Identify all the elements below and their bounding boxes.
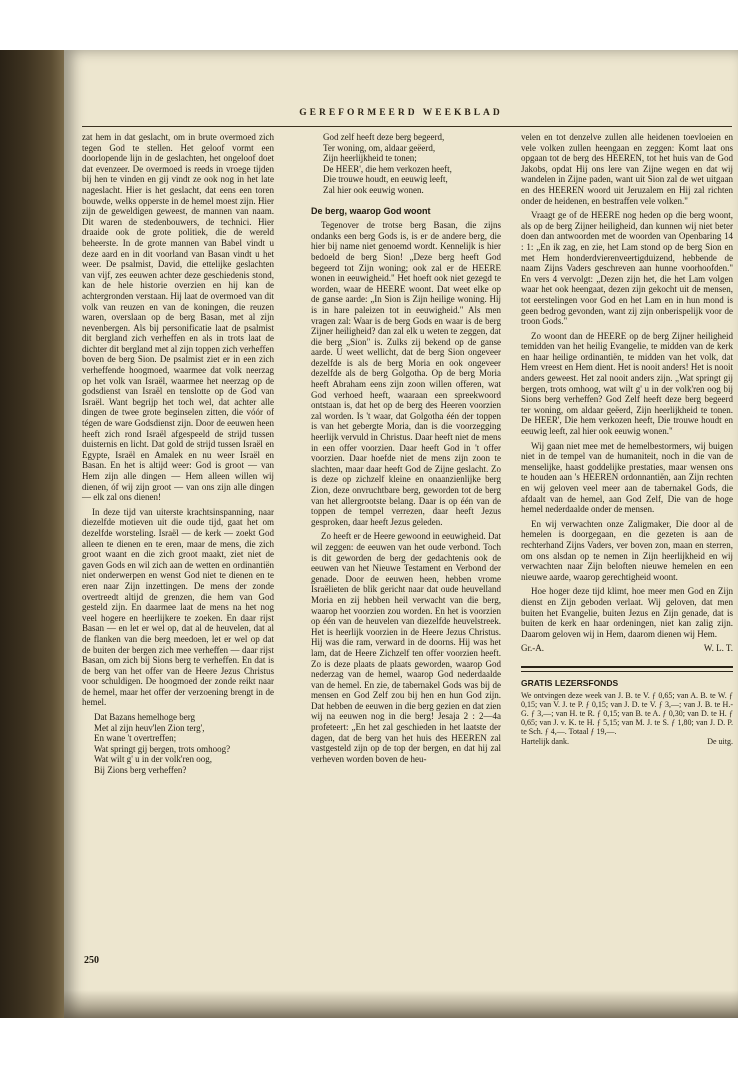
scanned-page-photo bbox=[0, 50, 738, 1018]
fund-heading: GRATIS LEZERSFONDS bbox=[521, 677, 619, 688]
paragraph: In deze tijd van uiterste krachtsinspanning, naar diezelfde motieven uit die oude tijd, gaat het om dezelfde worsteling. Israël — de kerk — zoekt God alleen te dienen en te eren, maar de mens, die zich groot waant en die zich groot maakt, ziet niet de gaven Gods en wil zich aan de wetten en ordinantiën niet onderwerpen en wenst God niet te dienen en te eren naar Zijn inzettingen. De mens der zonde overtreedt altijd de grenzen, die hem van God gesteld zijn. En daarmee laat de mens na het nog veel hogere en heerlijkere te zoeken. En daar rijst Basan — en let er wel op, dat al de heuvelen, dat al de flanken van die berg meedoen, let er wel op dat de buiten der bergen zich mee verheffen — daar rijst Basan, om zich bij Sions berg te verheffen. En dat is de berg van het offer van de Heere Jezus Christus voor schuldigen. De hoogmoed der zonde reikt naar de hemel, maar het offer der verzoening brengt in de hemel. bbox=[82, 506, 274, 708]
poem-line: En wane 't overtreffen; bbox=[94, 733, 177, 744]
book-binding-gutter bbox=[0, 50, 64, 1018]
newspaper-page bbox=[64, 50, 738, 1018]
poem-stanza bbox=[94, 712, 274, 776]
section-subheading: De berg, waarop God woont bbox=[311, 205, 431, 216]
page-bottom-shadow bbox=[64, 990, 738, 1018]
fund-donations-text: We ontvingen deze week van J. B. te V. ƒ 0,65; van A. B. te W. ƒ 0,15; van V. J. te P. ƒ 0,15; van J. D. te V. ƒ 3,—; van J. B. te H.-G. ƒ 3,—; van H. te R. ƒ 0,15; van B. te A. ƒ 0,30; van D. te H. ƒ 0,65; van J. v. K. te H. ƒ 5,15; van M. J. te S. ƒ 1,80; van J. D. P. te Sch. ƒ 4,—. Totaal ƒ 19,—. bbox=[521, 690, 733, 737]
text-column-2 bbox=[311, 132, 501, 768]
poem-line: Wat wilt g' u in der volk'ren oog, bbox=[94, 754, 212, 765]
fund-footer bbox=[521, 737, 733, 746]
paragraph: Vraagt ge of de HEERE nog heden op die berg woont, als op de berg Zijner heiligheid, dan kunnen wij niet beter doen dan antwoorden met de woorden van Openbaring 14 : 1: „En ik zag, en zie, het Lam stond op de berg Sion en met Hem honderdvierenveertigduizend, hebbende de naam Zijns Vaders geschreven aan hunne voorhoofden." En vers 4 vervolgt: „Dezen zijn het, die het Lam volgen waar het ook heengaat, dezen zijn gekocht uit de mensen, tot eerstelingen voor God en het Lam en in hun mond is geen bedrog gevonden, want zij zijn onberispelijk voor de troon Gods." bbox=[521, 210, 733, 327]
signature-initials: W. L. T. bbox=[703, 643, 733, 654]
header-rule bbox=[82, 126, 732, 127]
poem-line: De HEER', die hem verkozen heeft, bbox=[323, 163, 452, 174]
paragraph: Hoe hoger deze tijd klimt, hoe meer men God en Zijn dienst en Zijn geboden verlaat. Wij geloven, dat men buiten het Evangelie, buiten Jezus en Zijn genade, dat is buiten de kerk en haar ordeningen, niet kan zalig zijn. Daarom geloven wij in Hem, daarom dienen wij Hem. bbox=[521, 586, 733, 639]
paragraph: En wij verwachten onze Zaligmaker, Die door al de hemelen is doorgegaan, en die gezeten is aan de rechterhand Zijns Vaders, ver boven zon, maan en sterren, om ons alsdan op te nemen in Zijn heerlijkheid en wij verwachten naar Zijn beloften nieuwe hemelen en een nieuwe aarde, waarop gerechtigheid woont. bbox=[521, 518, 733, 582]
paragraph: Wij gaan niet mee met de hemelbestormers, wij buigen niet in de tempel van de humaniteit, noch in die van de menselijke, haast goddelijke prestaties, maar wensen ons te houden aan 's HEEREN ordonnantiën, aan Zijn rechten en wij geloven veel meer aan de tabernakel Gods, die afdaalt van de hemel, aan God Zelf, Die van de hoge hemel nederdaalde onder de mensen. bbox=[521, 440, 733, 515]
paragraph: zat hem in dat geslacht, om in brute overmoed zich tegen God te stellen. Het geloof vormt een doorlopende lijn in de geslachten, het ongeloof doet dat evenzeer. De overmoed is reeds in vroege tijden bij hen te vinden en gij vindt ze ook nog in het late nageslacht. Hier is het geslacht, dat eens een toren bouwde, welks opperste in de hemel moest zijn. Hier zijn de geweldigen geweest, de mannen van naam. Dit waren de stedenbouwers, de technici. Hier draaide ook de grote politiek, die de wereld beheerste. In de grote mannen van Babel vindt u deze aard en in dit voorland van Basan vindt u het weer. De psalmist, David, die ettelijke geslachten van vijf, zes eeuwen achter deze geschiedenis stond, kan de hele historie overzien en hij kan de achtergronden verstaan. Hij laat de overmoed van dit volk van reuzen en van de koningen, die reuzen waren, overslaan op de berg Basan, met al zijn nevenbergen. Als bij personificatie laat de psalmist dit bergland zich verheffen en als in trots laat de dichter dit bergland met al zijn toppen zich verheffen boven de berg Sion. De psalmist ziet er in een zich verheffende hoogmoed, waarmee dat volk neerzag op het volk van Israël, waarmee het neerzag op de godsdienst van Israël en tenslotte op de God van Israël. Want begrijp het toch wel, dat achter alle dingen de twee grote beginselen zitten, die vóór of tégen de ware Godsdienst zijn. Door de eeuwen heen heeft zich rond Israël afgespeeld de strijd tussen duisternis en licht. Dat gold de strijd tussen Israël en Egypte, Israël en Amalek en nu weer Israël en Basan. En het is altijd weer: God is groot — van Hem zijn alle dingen — Hem alleen willen wij dienen, óf wij zijn groot — van ons zijn alle dingen — elk zal ons dienen! bbox=[82, 132, 274, 503]
paragraph: velen en tot denzelve zullen alle heidenen toevloeien en vele volken zullen heengaan en zeggen: Komt laat ons opgaan tot de berg des HEEREN, tot het huis van de God Jakobs, opdat Hij ons lere van Zijne wegen en dat wij wandelen in Zijne paden, want uit Sion zal de wet uitgaan en des HEEREN woord uit Jeruzalem en Hij zal richten onder de heidenen, en bestraffen vele volken." bbox=[521, 132, 733, 206]
poem-line: Ter woning, om, aldaar geëerd, bbox=[323, 142, 436, 153]
paragraph: Zo heeft er de Heere gewoond in eeuwigheid. Dat wil zeggen: de eeuwen van het oude verbond. Toch is dit geworden de berg der gedachtenis ook de eeuwen van het Nieuwe Testament en Verbond der genade. Door de eeuwen heen, hebben vrome Israëlieten de blik gericht naar dat oude heuvelland Moria en zij hebben heil verwacht van die berg, waarop het voorzien zou worden. En het is voorzien op één van de heuvelen van diezelfde heuvelstreek. Het is heerlijk voorzien in de Heere Jezus Christus. Hij was die ram, verward in de doorns. Hij was het lam, dat de Heere Zichzelf ten offer voorzien heeft. Zo is deze plaats de plaats geworden, waarop God nederzag van de hemel, waarop God nederdaalde van de hemel. En zie, de tabernakel Gods was bij de mensen en God Zelf zou bij hen en hun God zijn. Dat hebben de eeuwen in die berg gezien en dat zien wij na eeuwen nog in die berg! Jesaja 2 : 2—4a profeteert: „En het zal geschieden in het laatste der dagen, dat de berg van het huis des HEEREN zal vastgesteld zijn op de top der bergen, en dat hij zal verheven worden boven de heu- bbox=[311, 531, 501, 764]
fund-publisher: De uitg. bbox=[707, 736, 733, 746]
poem-line: Zijn heerlijkheid te tonen; bbox=[323, 153, 417, 164]
fund-thanks: Hartelijk dank. bbox=[521, 736, 569, 746]
paragraph: Zo woont dan de HEERE op de berg Zijner heiligheid temidden van het heilig Evangelie, te midden van de kerk en haar heilige ordinantiën, te midden van het volk, dat Hem vreest en Hem dient. Het is nooit anders! Het is nooit anders geweest. Het zal nooit anders zijn. „Wat springt gij bergen, trots omhoog, wat wilt g' u in der volk'ren oog bij Sions berg verheffen? God Zelf heeft deze berg begeerd ter woning, om aldaar geëerd, Zijn heerlijkheid te tonen. De HEER', Die hem verkozen heeft, Die trouwe houdt en eeuwig leeft, zal hier ook eeuwig wonen." bbox=[521, 330, 733, 437]
poem-line: Wat springt gij bergen, trots omhoog? bbox=[94, 743, 231, 754]
section-divider bbox=[521, 666, 733, 672]
poem-line: Dat Bazans hemelhoge berg bbox=[94, 712, 196, 723]
poem-line: Bij Zions berg verheffen? bbox=[94, 765, 187, 776]
poem-line: Met al zijn heuv'len Zion terg', bbox=[94, 722, 205, 733]
signature-location: Gr.-A. bbox=[521, 643, 544, 654]
poem-stanza bbox=[323, 132, 501, 196]
poem-line: Die trouwe houdt, en eeuwig leeft, bbox=[323, 174, 448, 185]
page-number: 250 bbox=[84, 955, 99, 966]
poem-line: Zal hier ook eeuwig wonen. bbox=[323, 184, 424, 195]
paragraph: Tegenover de trotse berg Basan, die zijns ondanks een berg Gods is, is er de andere berg, die hier bij name niet genoemd wordt. Kennelijk is hier bedoeld de berg Sion! „Deze berg heeft God begeerd tot Zijn woning; ook zal er de HEERE wonen in eeuwigheid." Het hoeft ook niet gezegd te worden, waar de HEERE woont. Dat weet elke op de ganse aarde: „In Sion is Zijn heilige woning. Hij is in hare paleizen tot in eeuwigheid." Als men vragen zal: Waar is de berg Gods en waar is de berg Zijner heiligheid? dan zal elk u weten te zeggen, dat die berg „Sion" is. Zulks zij bekend op de ganse aarde. U weet wellicht, dat de berg Sion ongeveer dezelfde is als de berg Moria en ook ongeveer dezelfde als de berg Golgotha. Op de berg Moria heeft Abraham eens zijn zoon willen offeren, wat God verhoed heeft, waaraan een spreekwoord ontstaan is, dat het op de berg des Heeren voorzien zal worden. Is 't waar, dat Golgotha één der toppen is van het gebergte Moria, dan is die voorzegging heerlijk vervuld in Christus. Daar heeft niet de mens in een offer voorzien. Daar heeft God in 't offer voorzien. Daar hoefde niet de mens zijn zoon te slachten, maar daar heeft God de Zijne geslacht. Zo is deze op zichzelf kleine en onaanzienlijke berg Zion, deze onvruchtbare berg, geworden tot de berg van het allergrootste belang. Daar is op één van de toppen de tempel verrezen, daar heeft Jezus gesproken, daar heeft Jezus geleden. bbox=[311, 220, 501, 527]
poem-line: God zelf heeft deze berg begeerd, bbox=[323, 132, 445, 142]
text-column-3 bbox=[521, 132, 733, 746]
page-header-title: GEREFORMEERD WEEKBLAD bbox=[299, 108, 503, 118]
text-column-1 bbox=[82, 132, 274, 784]
signature-line bbox=[521, 643, 733, 654]
